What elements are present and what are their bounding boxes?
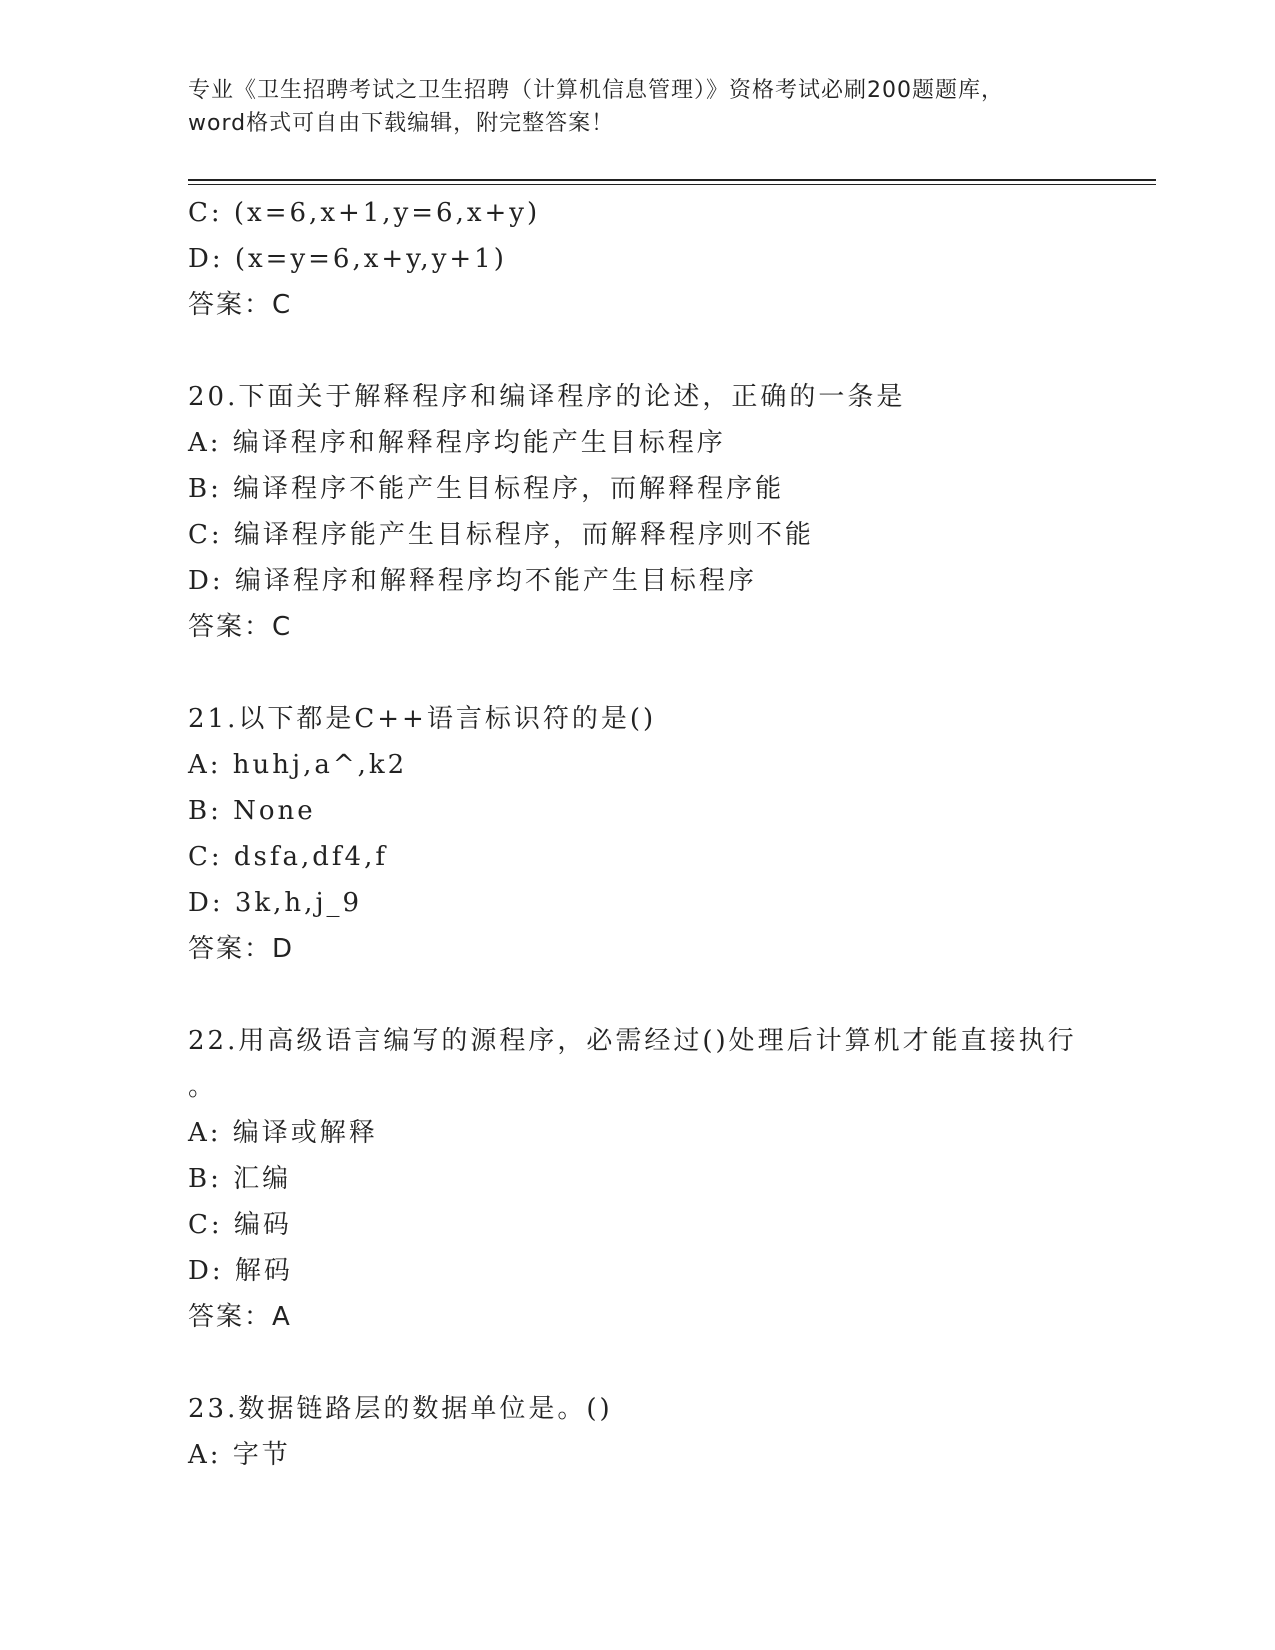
document-header — [188, 74, 1088, 140]
option-line: D: 编译程序和解释程序均不能产生目标程序 — [188, 566, 757, 596]
option-line: A: 编译或解释 — [188, 1118, 378, 1148]
answer-line: 答案：D — [188, 934, 295, 964]
spacer — [188, 1340, 1148, 1386]
spacer — [188, 328, 1148, 374]
option-line: A: 字节 — [188, 1440, 291, 1470]
header-title-line-2: word格式可自由下载编辑，附完整答案！ — [188, 111, 615, 136]
answer-line: 答案：C — [188, 290, 293, 320]
question-20 — [188, 374, 1148, 650]
option-line: B: 编译程序不能产生目标程序，而解释程序能 — [188, 474, 785, 504]
spacer — [188, 972, 1148, 1018]
option-line: A: 编译程序和解释程序均能产生目标程序 — [188, 428, 726, 458]
option-line: C: dsfa,df4,f — [188, 842, 388, 872]
question-stem: 22.用高级语言编写的源程序，必需经过()处理后计算机才能直接执行 — [188, 1026, 1077, 1056]
question-22 — [188, 1018, 1148, 1340]
option-line: B: 汇编 — [188, 1164, 292, 1194]
header-title-line-1: 专业《卫生招聘考试之卫生招聘（计算机信息管理）》资格考试必刷200题题库， — [188, 78, 1004, 103]
header-divider-thick — [188, 179, 1156, 181]
question-21 — [188, 696, 1148, 972]
question-stem: 20.下面关于解释程序和编译程序的论述，正确的一条是 — [188, 382, 906, 412]
option-line: D: 解码 — [188, 1256, 293, 1286]
spacer — [188, 650, 1148, 696]
question-list — [188, 190, 1148, 1478]
question-23 — [188, 1386, 1148, 1478]
answer-line: 答案：C — [188, 612, 293, 642]
header-divider-thin — [188, 184, 1156, 185]
option-line: A: huhj,a^,k2 — [188, 750, 408, 780]
question-stem-continuation: 。 — [188, 1072, 218, 1102]
option-line: C: 编译程序能产生目标程序，而解释程序则不能 — [188, 520, 814, 550]
option-line: B: None — [188, 796, 316, 826]
option-line: C: (x=6,x+1,y=6,x+y) — [188, 198, 541, 228]
option-line: C: 编码 — [188, 1210, 292, 1240]
question-19-tail — [188, 190, 1148, 328]
question-stem: 23.数据链路层的数据单位是。() — [188, 1394, 613, 1424]
option-line: D: (x=y=6,x+y,y+1) — [188, 244, 507, 274]
answer-line: 答案：A — [188, 1302, 292, 1332]
question-stem: 21.以下都是C++语言标识符的是() — [188, 704, 657, 734]
option-line: D: 3k,h,j_9 — [188, 888, 363, 918]
